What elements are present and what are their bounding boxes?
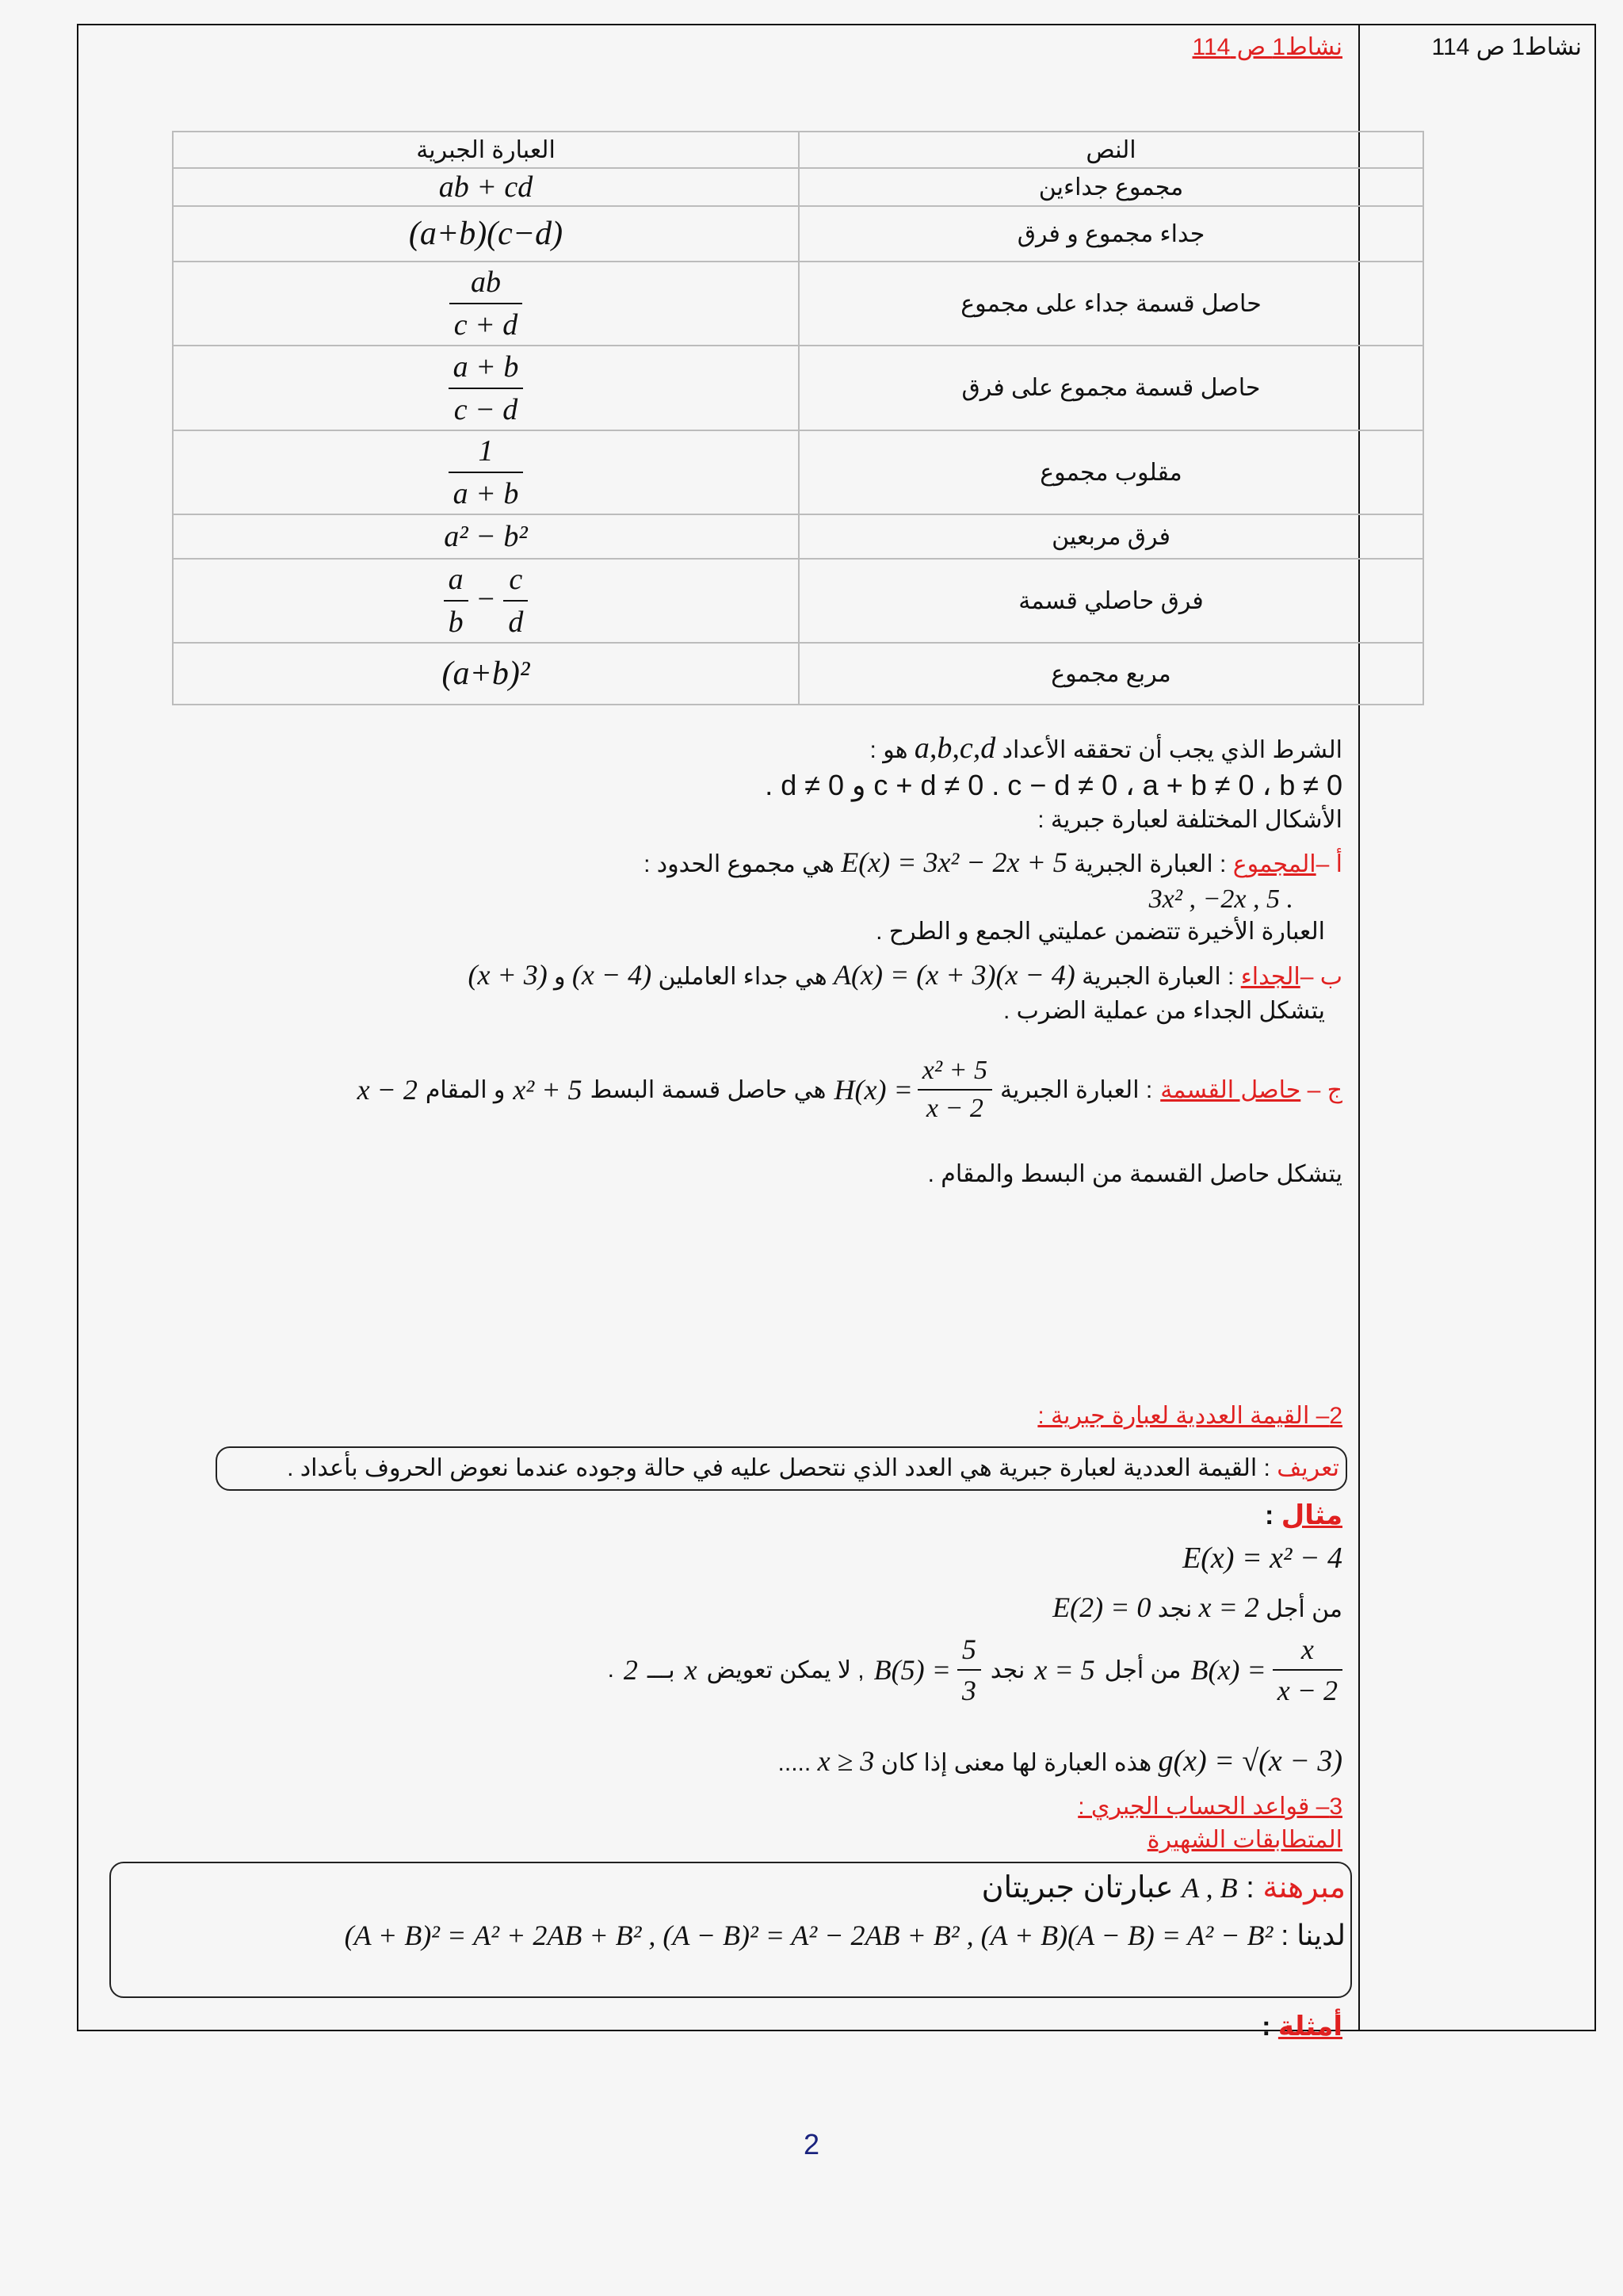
condition-vars: a,b,c,d [914,732,996,765]
fraction-numerator: c [509,563,523,596]
expr-cell: (a+b)(c−d) [408,216,563,252]
sum-terms: 3x² , −2x , 5 . [1148,884,1293,914]
fraction-numerator: a + b [453,350,519,384]
example-1: E(x) = x² − 4 [1182,1541,1342,1575]
forms-title: الأشكال المختلفة لعبارة جبرية : [1037,807,1342,833]
example-2: B(x) = $\frac{x}{x - 2}$ من أجل x = 5 نجد B(5) = $\frac{5}{3}$ , لا يمكن تعويض x بـــ 2 . [608,1633,1342,1707]
identities-line: لدينا : (A + B)² = A² + 2AB + B² , (A − B)² = A² − 2AB + B² , (A + B)(A − B) = A² − B² [344,1919,1346,1951]
theorem-box [109,1862,1352,1998]
product-expression: A(x) = (x + 3)(x − 4) [834,959,1075,991]
sum-label: المجموع [1232,851,1316,877]
table-row [173,206,1423,262]
product-line: ب –الجداء : العبارة الجبرية A(x) = (x + 3)(x − 4) هي جداء العاملين (x − 4) و (x + 3) [468,959,1342,991]
fraction [449,350,524,427]
text-cell: فرق حاصلي قسمة [799,559,1423,643]
example-2-result-fraction: $\frac{5}{3}$ [957,1633,981,1707]
table-row [173,643,1423,705]
fraction [449,434,524,511]
expr-cell: (a+b)² [441,655,530,692]
table-row [173,346,1423,430]
example-1-substitution: من أجل x = 2 نجد E(2) = 0 [1052,1591,1342,1623]
section3-title: 3– قواعد الحساب الجبري : [1078,1794,1342,1820]
condition-line: c + d ≠ 0 . c − d ≠ 0 ، a + b ≠ 0 ، b ≠ 0 و d ≠ 0 . [765,769,1342,801]
condition-intro: الشرط الذي يجب أن تحققه الأعداد a,b,c,d هو : [869,732,1342,765]
quotient-note: يتشكل حاصل القسمة من البسط والمقام . [927,1161,1342,1187]
header-text: النص [799,132,1423,168]
theorem-line: مبرهنة : A , B عبارتان جبريتان [981,1871,1346,1904]
table-row [173,262,1423,346]
examples-heading: أمثلة : [1262,2011,1342,2042]
sum-note: العبارة الأخيرة تتضمن عمليتي الجمع و الطرح . [876,919,1325,945]
quotient-fraction: $\frac{\text{x² + 5}}{x - 2}$ [918,1056,992,1124]
table-row: $\frac{a}{b}$ − $\frac{c}{d}$ فرق حاصلي قسمة [173,559,1423,643]
fraction-numerator: 1 [478,434,494,468]
quotient-line: ج – حاصل القسمة : العبارة الجبرية H(x) = $\frac{\text{x² + 5}}{x - 2}$ هي حاصل قسمة البسط x² + 5 و المقام x − 2 [357,1056,1342,1123]
product-label: الجداء [1240,964,1300,990]
header-expression: العبارة الجبرية [173,132,799,168]
text-cell: مربع مجموع [799,643,1423,705]
fraction-numerator: ab [470,266,501,299]
fraction [449,265,523,342]
fraction-denominator: c − d [453,392,518,426]
identities: (A + B)² = A² + 2AB + B² , (A − B)² = A² − 2AB + B² , (A + B)(A − B) = A² − B² [344,1920,1274,1951]
fraction-numerator: a [448,563,464,596]
section2-title: 2– القيمة العددية لعبارة جبرية : [1037,1403,1342,1429]
sum-line: أ –المجموع : العبارة الجبرية E(x) = 3x² − 2x + 5 هي مجموع الحدود : [643,846,1342,878]
table-row [173,430,1423,514]
example-2-fraction: $\frac{x}{x - 2}$ [1273,1633,1342,1707]
quotient-label: حاصل القسمة [1160,1076,1301,1103]
table-row [173,168,1423,206]
text-cell: حاصل قسمة جداء على مجموع [799,262,1423,346]
sum-expression: E(x) = 3x² − 2x + 5 [841,846,1067,878]
side-activity-label: نشاط1 ص 114 [1431,34,1582,60]
product-note: يتشكل الجداء من عملية الضرب . [1003,998,1325,1024]
fraction-denominator: c + d [453,308,518,342]
text-cell: جداء مجموع و فرق [799,206,1423,262]
table-header-row [173,132,1423,168]
activity-reference-link[interactable]: نشاط1 ص 114 [1192,34,1342,60]
text-cell: مقلوب مجموع [799,430,1423,514]
fraction-denominator: b [448,606,464,639]
fraction [503,562,528,640]
fraction-denominator: a + b [453,477,519,510]
page-number: 2 [803,2128,820,2160]
definition-box [216,1446,1347,1491]
text-cell: حاصل قسمة مجموع على فرق [799,346,1423,430]
fraction-denominator: d [508,606,524,639]
expr-cell: a² − b² [444,520,528,553]
text-cell: مجموع جداءين [799,168,1423,206]
expressions-table [172,131,1424,705]
example-3: g(x) = √(x − 3) هذه العبارة لها معنى إذا كان x ≥ 3 ..... [777,1744,1342,1778]
fraction [444,562,468,640]
text-cell: فرق مربعين [799,514,1423,559]
definition-line: تعريف : القيمة العددية لعبارة جبرية هي العدد الذي نتحصل عليه في حالة وجوده عندما نعوض الحروف بأعداد . [287,1455,1339,1481]
table-row [173,514,1423,559]
expr-cell: ab + cd [438,170,533,204]
page-frame [77,24,1596,2042]
section3-subtitle: المتطابقات الشهيرة [1147,1827,1342,1853]
example-heading: مثال : [1265,1500,1342,1530]
